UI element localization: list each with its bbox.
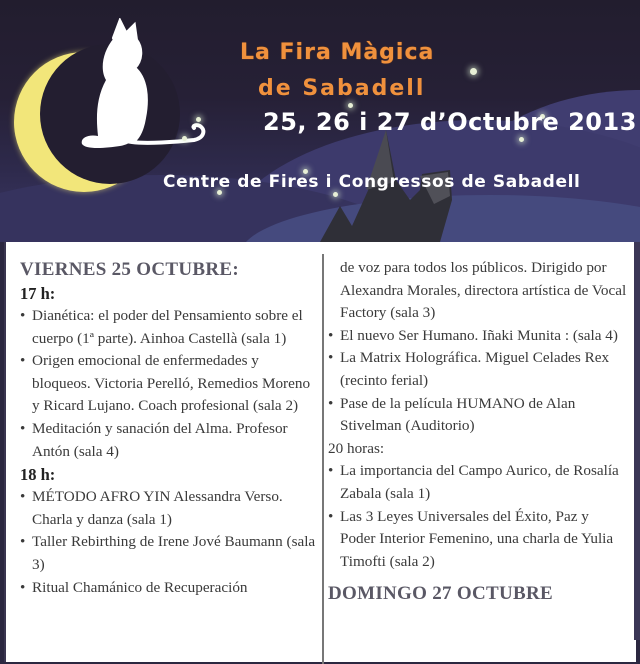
session-list: [20, 486, 320, 599]
session-item: • MÉTODO AFRO YIN Alessandra Verso. Charla y danza (sala 1): [20, 486, 320, 531]
star-icon: [196, 117, 201, 122]
session-item: • Taller Rebirthing de Irene Jové Baumann (sala 3): [20, 531, 320, 576]
session-list: [20, 305, 320, 463]
session-item: • Meditación y sanación del Alma. Profesor Antón (sala 4): [20, 418, 320, 463]
session-item: • Pase de la película HUMANO de Alan Stivelman (Auditorio): [328, 393, 628, 438]
column-divider: [322, 254, 324, 664]
event-dates: 25, 26 i 27 d’Octubre 2013: [263, 108, 637, 136]
event-banner: [0, 0, 640, 242]
hour-heading: 17 h:: [20, 284, 56, 303]
star-icon: [470, 68, 477, 75]
day-heading: DOMINGO 27 OCTUBRE: [328, 583, 553, 605]
white-cat-icon: [76, 18, 216, 168]
session-item: • Las 3 Leyes Universales del Éxito, Paz y Poder Interior Femenino, una charla de Yulia Timofti (sala 2): [328, 506, 628, 574]
event-title-city: de Sabadell: [258, 76, 426, 101]
page-frame-edge: [634, 242, 640, 640]
hour-heading: 18 h:: [20, 465, 56, 485]
session-item: • Dianética: el poder del Pensamiento sobre el cuerpo (1ª parte). Ainhoa Castellà (sala 1): [20, 305, 320, 350]
star-icon: [182, 136, 187, 141]
session-continuation: de voz para todos los públicos. Dirigido por Alexandra Morales, directora artística de Vocal Factory (sala 3): [340, 259, 627, 322]
hour-heading: 20 horas:: [328, 439, 385, 457]
event-venue: Centre de Fires i Congressos de Sabadell: [163, 172, 581, 192]
schedule-right-column: [328, 242, 628, 606]
schedule-card: [4, 242, 636, 662]
session-item: • Origen emocional de enfermedades y bloqueos. Victoria Perelló, Remedios Moreno y Ricard Lujano. Coach profesional (sala 2): [20, 350, 320, 418]
event-title: La Fira Màgica: [240, 40, 435, 65]
schedule-left-column: [20, 242, 320, 599]
day-heading: VIERNES 25 OCTUBRE:: [20, 259, 239, 280]
star-icon: [519, 137, 524, 142]
session-item: • La Matrix Holográfica. Miguel Celades Rex (recinto ferial): [328, 347, 628, 392]
session-item: • Ritual Chamánico de Recuperación: [20, 577, 320, 600]
session-list: [328, 460, 628, 573]
session-list: [328, 325, 628, 438]
session-item: • La importancia del Campo Aurico, de Rosalía Zabala (sala 1): [328, 460, 628, 505]
star-icon: [333, 192, 338, 197]
session-item: • El nuevo Ser Humano. Iñaki Munita : (sala 4): [328, 325, 628, 348]
